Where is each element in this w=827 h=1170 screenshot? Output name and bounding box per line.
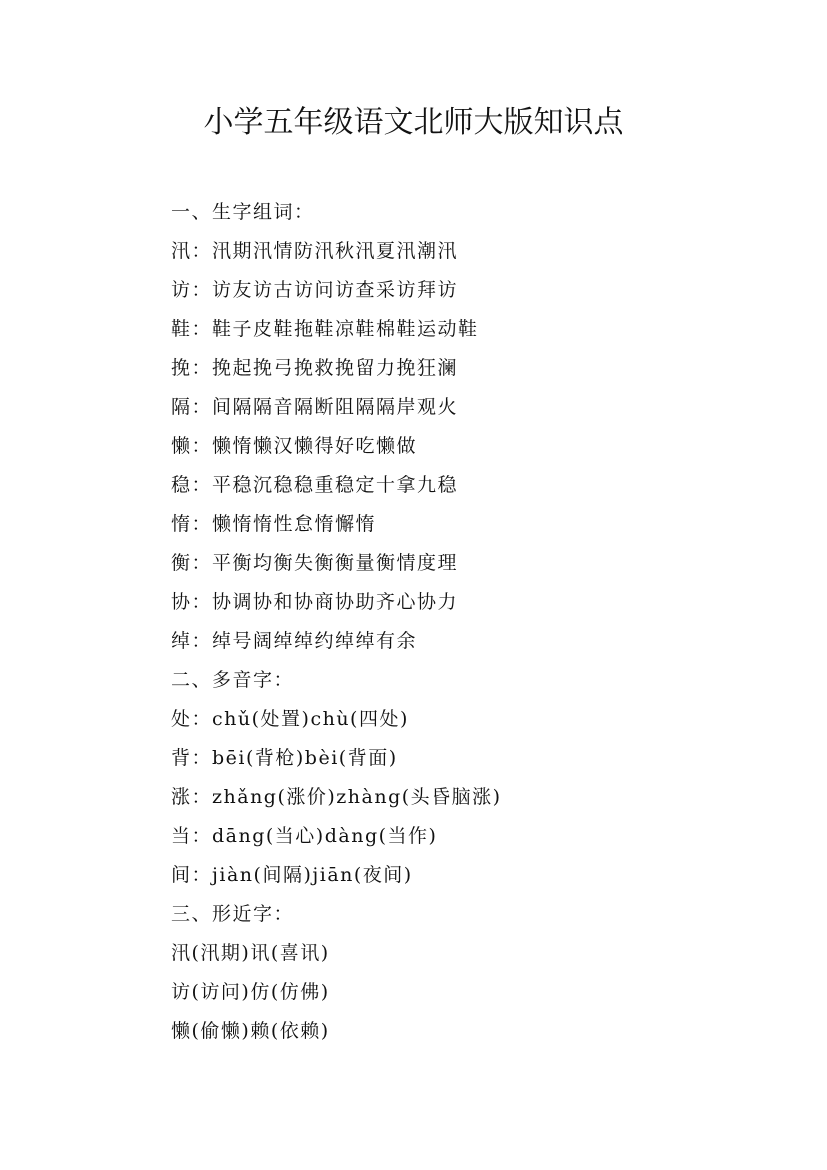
section-heading: 一、生字组词： (171, 201, 315, 223)
polyphone-line: 处：chǔ(处置)chù(四处) (171, 708, 409, 730)
similar-character-line: 汛(汛期)讯(喜讯) (171, 942, 330, 964)
word-group-line: 稳：平稳沉稳稳重稳定十拿九稳 (171, 474, 459, 496)
polyphone-line: 间：jiàn(间隔)jiān(夜间) (171, 864, 413, 886)
word-group-line: 隔：间隔隔音隔断阻隔隔岸观火 (171, 396, 459, 418)
word-group-line: 协：协调协和协商协助齐心协力 (171, 591, 459, 613)
document-title: 小学五年级语文北师大版知识点 (203, 105, 624, 140)
word-group-line: 挽：挽起挽弓挽救挽留力挽狂澜 (171, 357, 459, 379)
similar-character-line: 懒(偷懒)赖(依赖) (171, 1020, 330, 1042)
word-group-line: 懒：懒惰懒汉懒得好吃懒做 (171, 435, 418, 457)
document-body (171, 193, 791, 1051)
section-heading: 三、形近字： (171, 903, 295, 925)
word-group-line: 衡：平衡均衡失衡衡量衡情度理 (171, 552, 459, 574)
word-group-line: 鞋：鞋子皮鞋拖鞋凉鞋棉鞋运动鞋 (171, 318, 479, 340)
similar-character-line: 访(访问)仿(仿佛) (171, 981, 330, 1003)
polyphone-line: 当：dāng(当心)dàng(当作) (171, 825, 438, 847)
word-group-line: 绰：绰号阔绰绰约绰绰有余 (171, 630, 418, 652)
polyphone-line: 涨：zhǎng(涨价)zhàng(头昏脑涨) (171, 786, 502, 808)
word-group-line: 汛：汛期汛情防汛秋汛夏汛潮汛 (171, 240, 459, 262)
word-group-line: 惰：懒惰惰性怠惰懈惰 (171, 513, 377, 535)
word-group-line: 访：访友访古访问访查采访拜访 (171, 279, 459, 301)
polyphone-line: 背：bēi(背枪)bèi(背面) (171, 747, 398, 769)
section-heading: 二、多音字： (171, 669, 295, 691)
